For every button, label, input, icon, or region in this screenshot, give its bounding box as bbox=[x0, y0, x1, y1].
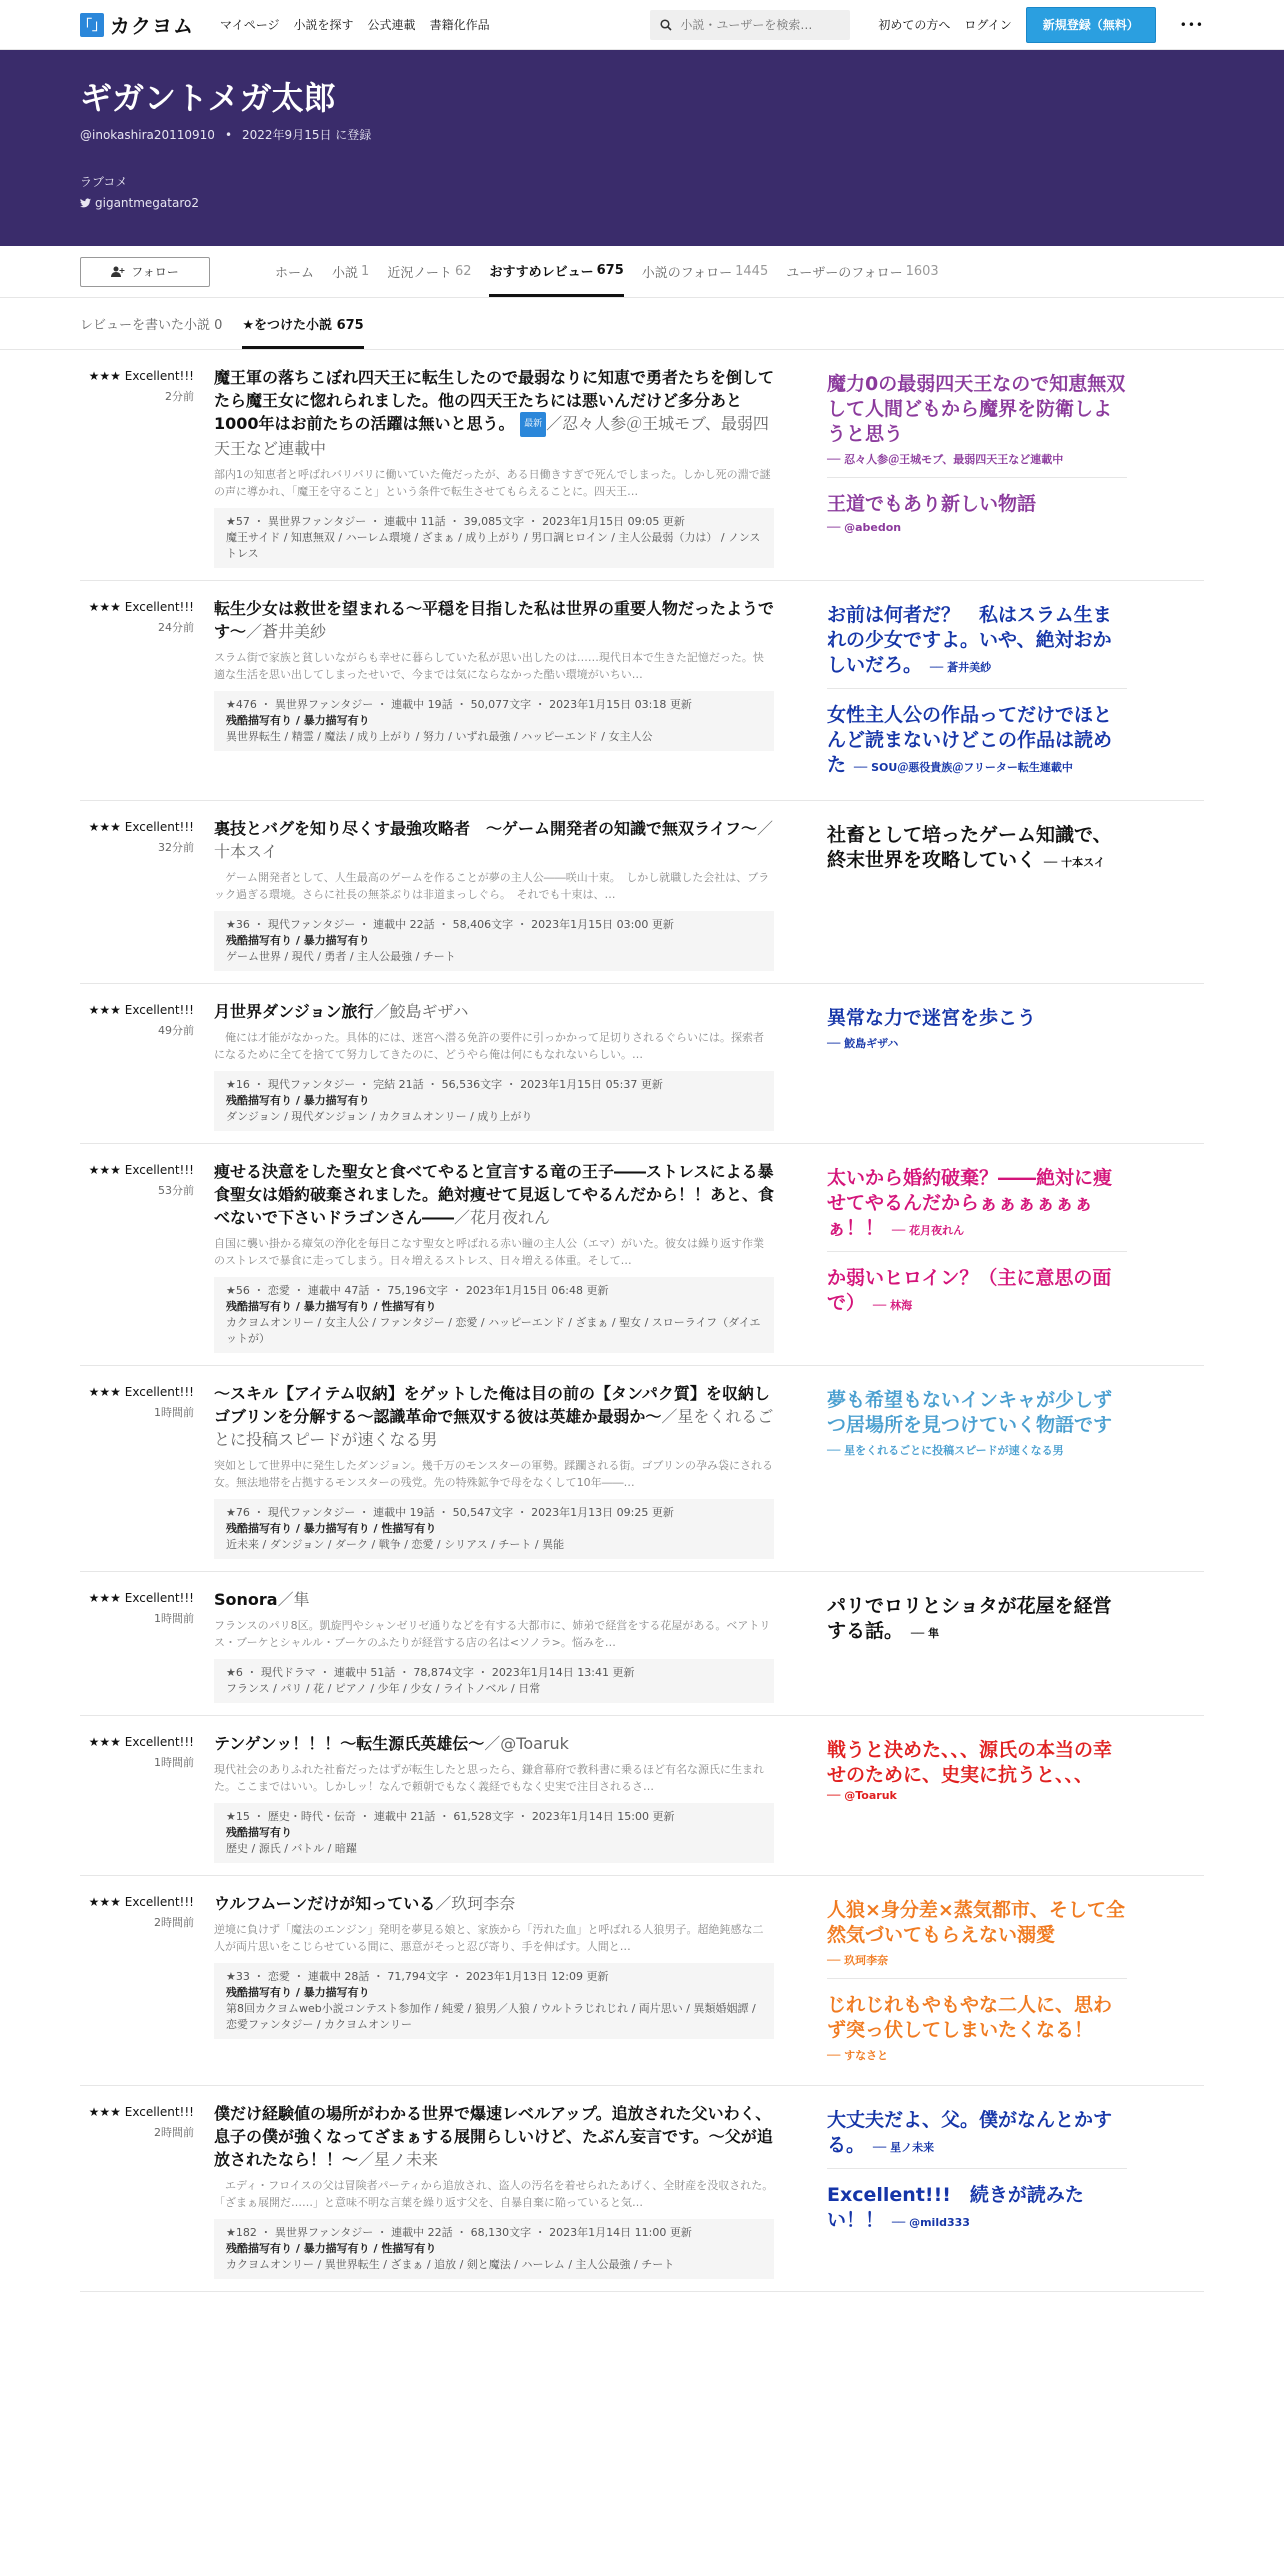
signup-button[interactable]: 新規登録（無料） bbox=[1026, 7, 1156, 43]
review-subtabs bbox=[0, 298, 1284, 350]
review-catches bbox=[827, 366, 1127, 568]
work-tags[interactable]: 異世界転生 / 精霊 / 魔法 / 成り上がり / 努力 / いずれ最強 / ハッピーエンド / 女主人公 bbox=[226, 730, 653, 743]
review-catchphrase[interactable] bbox=[827, 486, 1127, 544]
work-stats: ★476 ・ 異世界ファンタジー ・ 連載中 19話 ・ 50,077文字 ・ 2023年1月15日 03:18 更新 bbox=[226, 698, 692, 711]
catch-author-name: 鮫島ギザハ bbox=[844, 1037, 899, 1050]
star-rating: ★★★ Excellent!!! bbox=[88, 1003, 194, 1017]
catch-author[interactable]: ── 玖珂李奈 bbox=[827, 1954, 889, 1967]
review-time: 53分前 bbox=[158, 1184, 194, 1197]
review-catchphrase[interactable] bbox=[827, 1382, 1127, 1468]
logo-mark-icon: 「」 bbox=[80, 13, 104, 37]
review-item bbox=[80, 1572, 1204, 1716]
review-catchphrase[interactable] bbox=[827, 697, 1127, 788]
catch-text: か弱いヒロイン？（主に意思の面で） bbox=[827, 1267, 1112, 1314]
work-flags: 残酷描写有り bbox=[226, 1826, 292, 1839]
work-stats: ★33 ・ 恋愛 ・ 連載中 28話 ・ 71,794文字 ・ 2023年1月13日 12:09 更新 bbox=[226, 1970, 609, 1983]
star-rating: ★★★ Excellent!!! bbox=[88, 1163, 194, 1177]
work-flags: 残酷描写有り / 暴力描写有り bbox=[226, 1986, 370, 1999]
work-stats: ★182 ・ 異世界ファンタジー ・ 連載中 22話 ・ 68,130文字 ・ 2023年1月14日 11:00 更新 bbox=[226, 2226, 692, 2239]
tab-user-follows[interactable] bbox=[786, 246, 938, 297]
review-catchphrase[interactable] bbox=[827, 1260, 1127, 1326]
add-user-icon bbox=[111, 266, 125, 277]
review-time: 32分前 bbox=[158, 841, 194, 854]
catch-text: 太いから婚約破棄？――絶対に痩せてやるんだからぁぁぁぁぁぁぁ！！ bbox=[827, 1167, 1113, 1239]
work-info bbox=[214, 691, 774, 751]
review-catches bbox=[827, 1588, 1127, 1703]
work-author[interactable]: ／蒼井美紗 bbox=[246, 622, 327, 641]
review-catches bbox=[827, 1892, 1127, 2073]
review-catchphrase[interactable] bbox=[827, 1987, 1127, 2073]
work-description: 突如として世界中に発生したダンジョン。幾千万のモンスターの軍勢。蹂躙される街。ゴブリンの孕み袋にされる女。無法地帯を占拠するモンスターの残党。先の特殊鉱争で母をなくして10年――… bbox=[214, 1459, 773, 1489]
new-badge: 最新 bbox=[520, 412, 546, 437]
work-title-text: テンゲンッ！！！〜転生源氏英雄伝〜 bbox=[214, 1734, 485, 1753]
tab-novel-follows[interactable] bbox=[642, 246, 768, 297]
work-author[interactable]: ／鮫島ギザハ bbox=[373, 1002, 469, 1021]
work-title[interactable] bbox=[214, 1892, 774, 1915]
review-catches bbox=[827, 1160, 1127, 1353]
catch-text: 夢も希望もないインキャが少しずつ居場所を見つけていく物語です bbox=[827, 1389, 1113, 1436]
review-catchphrase[interactable] bbox=[827, 1732, 1127, 1812]
work-info bbox=[214, 1071, 774, 1131]
nav-find-novels[interactable]: 小説を探す bbox=[293, 18, 354, 32]
star-rating: ★★★ Excellent!!! bbox=[88, 820, 194, 834]
catch-author[interactable]: 林海 bbox=[890, 1299, 913, 1312]
work-tags[interactable]: 歴史 / 源氏 / バトル / 暗躍 bbox=[226, 1842, 357, 1855]
review-item bbox=[80, 984, 1204, 1144]
catch-author[interactable]: 隼 bbox=[928, 1627, 940, 1640]
review-time: 2分前 bbox=[165, 390, 194, 403]
work-stats: ★76 ・ 現代ファンタジー ・ 連載中 19話 ・ 50,547文字 ・ 2023年1月13日 09:25 更新 bbox=[226, 1506, 674, 1519]
review-item bbox=[80, 1716, 1204, 1876]
twitter-link[interactable] bbox=[80, 196, 1204, 210]
work-stats: ★36 ・ 現代ファンタジー ・ 連載中 22話 ・ 58,406文字 ・ 2023年1月15日 03:00 更新 bbox=[226, 918, 674, 931]
work-author[interactable]: ／星ノ未来 bbox=[358, 2150, 439, 2169]
tab-count: 62 bbox=[454, 264, 472, 279]
work-author[interactable]: ／忍々人参＠王城モブ、最弱四天王など連載中 bbox=[214, 414, 769, 458]
catch-dash: ── bbox=[827, 1789, 841, 1802]
work-description: 逆境に負けず「魔法のエンジン」発明を夢見る娘と、家族から「汚れた血」と呼ばれる人狼男子。超絶鈍感な二人が両片思いをこじらせている間に、悪意がそっと忍び寄り、手を伸ばす。人間と… bbox=[214, 1923, 764, 1953]
review-catchphrase[interactable] bbox=[827, 1160, 1127, 1252]
work-tags[interactable]: カクヨムオンリー / 女主人公 / ファンタジー / 恋愛 / ハッピーエンド / ざまぁ / 聖女 / スローライフ（ダイエットが） bbox=[226, 1316, 761, 1345]
work-info bbox=[214, 911, 774, 971]
review-catchphrase[interactable] bbox=[827, 597, 1127, 689]
catch-dash: ── bbox=[869, 2141, 887, 2154]
review-item bbox=[80, 350, 1204, 581]
meta-dot-icon: • bbox=[224, 127, 233, 142]
star-rating: ★★★ Excellent!!! bbox=[88, 600, 194, 614]
review-catchphrase[interactable] bbox=[827, 2102, 1127, 2169]
tab-count: 675 bbox=[596, 262, 624, 278]
catch-author[interactable]: ── 鮫島ギザハ bbox=[827, 1037, 899, 1050]
catch-dash: ── bbox=[850, 761, 868, 774]
work-title[interactable] bbox=[214, 1000, 774, 1023]
catch-dash: ── bbox=[926, 661, 944, 674]
catch-author[interactable]: ── @abedon bbox=[827, 521, 902, 534]
work-description: エディ・フロイスの父は冒険者パーティから追放され、盗人の汚名を着せられたあげく、全財産を没収された。「ざまぁ展開だ……」と意味不明な言葉を繰り返す父を、自暴自棄に陥っていると気… bbox=[214, 2179, 774, 2209]
work-title[interactable] bbox=[214, 366, 774, 460]
work-title-text: 月世界ダンジョン旅行 bbox=[214, 1002, 374, 1021]
review-catchphrase[interactable] bbox=[827, 1892, 1127, 1979]
work-title-text: ～スキル【アイテム収納】をゲットした俺は目の前の【タンパク質】を収納しゴブリンを分解する～認識革命で無双する彼は英雄か最弱か～ bbox=[214, 1384, 770, 1426]
catch-author[interactable]: 蒼井美紗 bbox=[947, 661, 992, 674]
review-time: 24分前 bbox=[158, 621, 194, 634]
review-item bbox=[80, 581, 1204, 801]
review-item bbox=[80, 1144, 1204, 1366]
work-flags: 残酷描写有り / 暴力描写有り bbox=[226, 1094, 370, 1107]
work-author-name: @Toaruk bbox=[500, 1734, 569, 1753]
work-stats: ★16 ・ 現代ファンタジー ・ 完結 21話 ・ 56,536文字 ・ 2023年1月15日 05:37 更新 bbox=[226, 1078, 663, 1091]
review-list bbox=[0, 350, 1284, 2292]
nav-mypage[interactable]: マイページ bbox=[220, 18, 280, 32]
tab-count: 1603 bbox=[905, 264, 939, 279]
catch-author[interactable]: 花月夜れん bbox=[909, 1224, 965, 1237]
review-catches bbox=[827, 597, 1127, 788]
work-info bbox=[214, 1659, 774, 1703]
tab-label: おすすめレビュー bbox=[489, 264, 594, 280]
review-catchphrase[interactable] bbox=[827, 817, 1127, 883]
work-title-text: 裏技とバグを知り尽くす最強攻略者 ～ゲーム開発者の知識で無双ライフ～ bbox=[214, 819, 758, 838]
work-title-text: 痩せる決意をした聖女と食べてやると宣言する竜の王子――ストレスによる暴食聖女は婚約破棄されました。絶対痩せて見返してやるんだから！！あと、食べないで下さいドラゴンさん―― bbox=[214, 1162, 775, 1227]
work-description: 自国に襲い掛かる瘴気の浄化を毎日こなす聖女と呼ばれる赤い瞳の主人公（エマ）がいた。彼女は繰り返す作業のストレスで暴食に走ってしまう。日々増えるストレス、日々増える体重。そして… bbox=[214, 1237, 764, 1267]
catch-author-name: すなさと bbox=[844, 2049, 889, 2062]
catch-author[interactable]: @Toaruk bbox=[844, 1789, 897, 1802]
star-rating: ★★★ Excellent!!! bbox=[88, 1895, 194, 1909]
work-description: 俺には才能がなかった。具体的には、迷宮へ潜る免許の要件に引っかかって足切りされるぐらいには。探索者になるために全てを捨てて努力してきたのに、どうやら俺は何にもなれないらしい。… bbox=[214, 1031, 764, 1061]
review-catchphrase[interactable] bbox=[827, 366, 1127, 478]
nav-books[interactable]: 書籍化作品 bbox=[429, 18, 490, 32]
work-info bbox=[214, 508, 774, 568]
work-title[interactable] bbox=[214, 1732, 774, 1755]
work-author[interactable]: ／星をくれるごとに投稿スピードが速くなる男 bbox=[214, 1407, 774, 1449]
work-description: フランスのパリ8区。凱旋門やシャンゼリゼ通りなどを有する大都市に、姉弟で経営をする花屋がある。ベアトリス・ブーケとシャルル・ブーケのふたりが経営する店の名は<ソノラ>。悩みを… bbox=[214, 1619, 771, 1649]
catch-text: Excellent!!! 続きが読みたい！！ bbox=[827, 2184, 1084, 2231]
tab-home[interactable] bbox=[275, 246, 314, 297]
work-stats: ★15 ・ 歴史・時代・伝奇 ・ 連載中 21話 ・ 61,528文字 ・ 2023年1月14日 15:00 更新 bbox=[226, 1810, 675, 1823]
work-flags: 残酷描写有り / 暴力描写有り / 性描写有り bbox=[226, 1522, 437, 1535]
tab-label: 小説 bbox=[332, 266, 359, 281]
work-title-text: Sonora bbox=[214, 1590, 278, 1609]
catch-text: 人狼×身分差×蒸気都市、そして全然気づいてもらえない溺愛 bbox=[827, 1899, 1125, 1946]
catch-dash: ── bbox=[869, 1299, 887, 1312]
site-logo[interactable] bbox=[80, 10, 194, 39]
work-author-name: 蒼井美紗 bbox=[262, 622, 327, 641]
work-tags[interactable]: フランス / パリ / 花 / ピアノ / 少年 / 少女 / ライトノベル / 日常 bbox=[226, 1682, 541, 1695]
tab-novels[interactable] bbox=[332, 246, 369, 297]
review-catches bbox=[827, 817, 1127, 971]
work-author-name: 隼 bbox=[293, 1590, 310, 1609]
catch-author[interactable]: ── 星をくれるごとに投稿スピードが速くなる男 bbox=[827, 1444, 1064, 1457]
work-description: 現代社会のありふれた社畜だったはずが転生したと思ったら、鎌倉幕府で教科書に乗るほど有名な源氏に生まれた。ここまではいい。しかしッ！なんで頼朝でもなく義経でもなく史実で注目されるさ… bbox=[214, 1763, 764, 1793]
catch-dash: ── bbox=[1040, 856, 1058, 869]
registered-date: 2022年9月15日 に登録 bbox=[242, 128, 372, 142]
work-author-name: 鮫島ギザハ bbox=[389, 1002, 469, 1021]
tab-reviews[interactable] bbox=[489, 246, 623, 297]
star-rating: ★★★ Excellent!!! bbox=[88, 1385, 194, 1399]
review-time: 1時間前 bbox=[154, 1756, 194, 1769]
work-flags: 残酷描写有り / 暴力描写有り bbox=[226, 714, 370, 727]
work-description: ゲーム開発者として、人生最高のゲームを作ることが夢の主人公――咲山十束。 しかし就職した会社は、ブラック過ぎる環境。さらに社長の無茶ぶりは非道まっしぐら。 それでも十束は、… bbox=[214, 871, 770, 901]
star-rating: ★★★ Excellent!!! bbox=[88, 369, 194, 383]
catch-text: 魔力0の最弱四天王なので知恵無双して人間どもから魔界を防衛しようと思う bbox=[827, 373, 1126, 445]
search-box[interactable] bbox=[650, 10, 850, 40]
catch-dash: ── bbox=[907, 1627, 925, 1640]
review-time: 2時間前 bbox=[154, 2126, 194, 2139]
catch-author[interactable]: ── 忍々人参＠王城モブ、最弱四天王など連載中 bbox=[827, 453, 1064, 466]
work-author-name: 星をくれるごとに投稿スピードが速くなる男 bbox=[214, 1407, 774, 1449]
work-title[interactable] bbox=[214, 1160, 774, 1229]
work-title-text: 僕だけ経験値の場所がわかる世界で爆速レベルアップ。追放された父いわく、息子の僕が強くなってざまぁする展開らしいけど、たぶん妄言です。〜父が追放されたなら！！〜 bbox=[214, 2104, 773, 2169]
work-author-name: 忍々人参＠王城モブ、最弱四天王など連載中 bbox=[214, 414, 769, 458]
star-rating: ★★★ Excellent!!! bbox=[88, 2105, 194, 2119]
review-catches bbox=[827, 1382, 1127, 1559]
work-tags[interactable]: 第8回カクヨムweb小説コンテスト参加作 / 純愛 / 狼男／人狼 / ウルトラじれじれ / 両片思い / 異類婚姻譚 / 恋愛ファンタジー / カクヨムオンリー bbox=[226, 2002, 756, 2031]
tab-count: 1445 bbox=[735, 264, 769, 279]
tab-label: ホーム bbox=[275, 266, 315, 281]
work-info bbox=[214, 1963, 774, 2039]
work-title[interactable] bbox=[214, 817, 774, 863]
work-title[interactable] bbox=[214, 1588, 774, 1611]
user-name: ギガントメガ太郎 bbox=[80, 79, 336, 117]
catch-author-name: @abedon bbox=[844, 521, 902, 534]
catch-author[interactable]: ── すなさと bbox=[827, 2049, 889, 2062]
tab-label: 近況ノート bbox=[387, 266, 452, 281]
catch-text: 異常な力で迷宮を歩こう bbox=[827, 1007, 1037, 1029]
work-flags: 残酷描写有り / 暴力描写有り / 性描写有り bbox=[226, 2242, 437, 2255]
work-description: 部内1の知恵者と呼ばれバリバリに働いていた俺だったが、ある日働きすぎで死んでしまった。しかし死の淵で謎の声に導かれ、「魔王を守ること」という条件で転生させてもらえることに。四天王… bbox=[214, 468, 771, 498]
work-author-name: 花月夜れん bbox=[470, 1208, 551, 1227]
work-author-name: 星ノ未来 bbox=[374, 2150, 439, 2169]
nav-official[interactable]: 公式連載 bbox=[367, 18, 416, 32]
review-time: 1時間前 bbox=[154, 1406, 194, 1419]
catch-text: 大丈夫だよ、父。僕がなんとかする。 bbox=[827, 2109, 1113, 2156]
work-author[interactable]: ／玖珂李奈 bbox=[435, 1894, 516, 1913]
review-time: 49分前 bbox=[158, 1024, 194, 1037]
review-time: 1時間前 bbox=[154, 1612, 194, 1625]
review-item bbox=[80, 1366, 1204, 1572]
work-title-text: 魔王軍の落ちこぼれ四天王に転生したので最弱なりに知恵で勇者たちを倒してたら魔王女に惚れられました。他の四天王たちには悪いんだけど多分あと1000年はお前たちの活躍は無いと思う。 bbox=[214, 368, 775, 433]
catch-author-name: 星をくれるごとに投稿スピードが速くなる男 bbox=[844, 1444, 1064, 1457]
tab-count: 1 bbox=[361, 264, 370, 279]
catch-author[interactable]: SOU＠悪役貴族＠フリーター転生連載中 bbox=[871, 761, 1073, 774]
search-icon bbox=[660, 19, 672, 31]
tab-label: 小説のフォロー bbox=[641, 266, 733, 281]
twitter-handle: gigantmegataro2 bbox=[95, 196, 199, 210]
catch-author-name: 忍々人参＠王城モブ、最弱四天王など連載中 bbox=[844, 453, 1064, 466]
tab-label: ユーザーのフォロー bbox=[786, 266, 903, 281]
work-stats: ★57 ・ 異世界ファンタジー ・ 連載中 11話 ・ 39,085文字 ・ 2023年1月15日 09:05 更新 bbox=[226, 515, 685, 528]
review-catchphrase[interactable] bbox=[827, 2177, 1127, 2243]
subtab-starred[interactable]: ★をつけた小説 675 bbox=[242, 314, 363, 349]
star-rating: ★★★ Excellent!!! bbox=[88, 1735, 194, 1749]
more-menu-icon[interactable]: ••• bbox=[1179, 17, 1204, 32]
work-flags: 残酷描写有り / 暴力描写有り bbox=[226, 934, 370, 947]
review-catches bbox=[827, 1000, 1127, 1131]
work-tags[interactable]: ゲーム世界 / 現代 / 勇者 / 主人公最強 / チート bbox=[226, 950, 456, 963]
subtab-reviewed[interactable]: レビューを書いた小説 0 bbox=[80, 318, 223, 333]
work-description: スラム街で家族と貧しいながらも幸せに暮らしていた私が思い出したのは……現代日本で生きた記憶だった。快適な生活を思い出してしまったせいで、今までは気にならなかった酷い環境がいちい… bbox=[214, 651, 764, 681]
logo-text: カクヨム bbox=[110, 14, 194, 38]
work-tags[interactable]: 魔王サイド / 知恵無双 / ハーレム環境 / ざまぁ / 成り上がり / 男口調ヒロイン / 主人公最弱（力は） / ノンストレス bbox=[226, 531, 761, 560]
work-author[interactable]: ／花月夜れん bbox=[454, 1208, 551, 1227]
user-handle: @inokashira20110910 bbox=[80, 127, 215, 142]
work-author-name: 十本スイ bbox=[214, 842, 278, 861]
review-catchphrase[interactable] bbox=[827, 1000, 1127, 1061]
catch-text: 戦うと決めた、、、源氏の本当の幸せのために、史実に抗うと、、、 bbox=[827, 1739, 1113, 1786]
work-flags: 残酷描写有り / 暴力描写有り / 性描写有り bbox=[226, 1300, 437, 1313]
catch-text: 社畜として培ったゲーム知識で、終末世界を攻略していく bbox=[827, 824, 1112, 871]
review-item bbox=[80, 2086, 1204, 2292]
global-nav bbox=[220, 16, 490, 33]
review-item bbox=[80, 801, 1204, 984]
catch-text: 女性主人公の作品ってだけでほとんど読まないけどこの作品は読めた bbox=[827, 704, 1113, 776]
catch-dash: ── bbox=[888, 2216, 906, 2229]
work-stats: ★56 ・ 恋愛 ・ 連載中 47話 ・ 75,196文字 ・ 2023年1月15日 06:48 更新 bbox=[226, 1284, 609, 1297]
global-header bbox=[0, 0, 1284, 50]
catch-text: じれじれもやもやな二人に、思わず突っ伏してしまいたくなる！ bbox=[827, 1994, 1113, 2041]
work-author[interactable]: ／@Toaruk bbox=[484, 1734, 569, 1753]
work-title[interactable] bbox=[214, 597, 774, 643]
review-item bbox=[80, 1876, 1204, 2086]
work-title-text: ウルフムーンだけが知っている bbox=[214, 1894, 436, 1913]
work-tags[interactable]: ダンジョン / 現代ダンジョン / カクヨムオンリー / 成り上がり bbox=[226, 1110, 533, 1123]
work-author[interactable]: ／隼 bbox=[277, 1590, 310, 1609]
tab-notes[interactable] bbox=[387, 246, 471, 297]
catch-text: 王道でもあり新しい物語 bbox=[827, 493, 1037, 515]
follow-button[interactable] bbox=[80, 257, 210, 287]
work-stats: ★6 ・ 現代ドラマ ・ 連載中 51話 ・ 78,874文字 ・ 2023年1月14日 13:41 更新 bbox=[226, 1666, 635, 1679]
follow-label: フォロー bbox=[131, 265, 179, 279]
work-info bbox=[214, 1499, 774, 1559]
work-author-name: 玖珂李奈 bbox=[451, 1894, 516, 1913]
star-rating: ★★★ Excellent!!! bbox=[88, 1591, 194, 1605]
review-time: 2時間前 bbox=[154, 1916, 194, 1929]
work-author[interactable]: ／十本スイ bbox=[214, 819, 774, 861]
catch-dash: ── bbox=[888, 1224, 906, 1237]
search-input[interactable] bbox=[680, 18, 830, 32]
work-tags[interactable]: カクヨムオンリー / 異世界転生 / ざまぁ / 追放 / 剣と魔法 / ハーレム / 主人公最強 / チート bbox=[226, 2258, 675, 2271]
catch-author[interactable]: 星ノ未来 bbox=[890, 2141, 935, 2154]
review-catches bbox=[827, 2102, 1127, 2279]
work-tags[interactable]: 近未来 / ダンジョン / ダーク / 戦争 / 恋愛 / シリアス / チート / 異能 bbox=[226, 1538, 565, 1551]
work-info bbox=[214, 1803, 774, 1863]
catch-author[interactable]: 十本スイ bbox=[1061, 856, 1105, 869]
catch-author-name: 玖珂李奈 bbox=[844, 1954, 889, 1967]
catch-text: お前は何者だ？ 私はスラム生まれの少女ですよ。いや、絶対おかしいだろ。 bbox=[827, 604, 1112, 676]
work-title[interactable] bbox=[214, 2102, 774, 2171]
twitter-icon bbox=[80, 198, 91, 208]
review-catches bbox=[827, 1732, 1127, 1863]
catch-author[interactable]: @mild333 bbox=[909, 2216, 970, 2229]
review-catchphrase[interactable] bbox=[827, 1588, 1127, 1654]
work-info bbox=[214, 2219, 774, 2279]
profile-header bbox=[0, 50, 1284, 246]
catch-text: パリでロリとショタが花屋を経営する話。 bbox=[827, 1595, 1112, 1642]
user-tagline: ラブコメ bbox=[80, 175, 128, 189]
first-time-link[interactable]: 初めての方へ bbox=[878, 18, 951, 32]
profile-tabs-bar bbox=[0, 246, 1284, 298]
work-title-text: 転生少女は救世を望まれる〜平穏を目指した私は世界の重要人物だったようです〜 bbox=[214, 599, 775, 641]
work-info bbox=[214, 1277, 774, 1353]
work-title[interactable] bbox=[214, 1382, 774, 1451]
login-link[interactable]: ログイン bbox=[964, 18, 1012, 32]
